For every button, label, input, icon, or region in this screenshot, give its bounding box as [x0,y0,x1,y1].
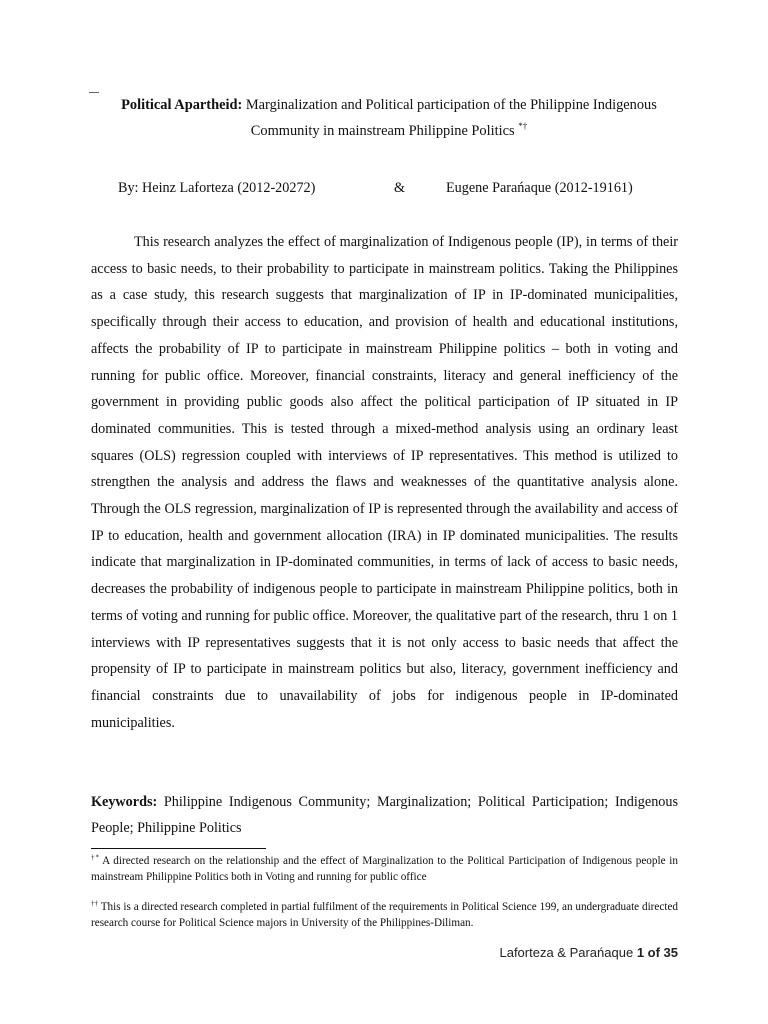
byline [118,178,633,198]
page-footer [499,944,678,962]
keywords-label: Keywords: [91,794,158,810]
footnote-2 [91,899,678,931]
keywords-paragraph [91,789,678,841]
paper-title [96,92,682,144]
byline-first-author: By: Heinz Laforteza (2012-20272) [118,180,316,196]
footnote-1 [91,853,678,885]
page-number: 1 of 35 [636,945,678,960]
keywords-text: Philippine Indigenous Community; Marginalization; Political Participation; Indigenous People; Philippine Politics [91,794,678,836]
footnote-separator [91,848,266,849]
footnote-1-mark: †* [91,853,99,862]
abstract-paragraph: This research analyzes the effect of marginalization of Indigenous people (IP), in terms of their access to basic needs, to their probability to participate in mainstream politics. Taking the Philippines as a case study, this research suggests that marginalization of IP in IP-dominated municipalities, specifically through their access to education, and provision of health and educational institutions, affects the probability of IP to participate in mainstream Philippine politics – both in voting and running for public office. Moreover, financial constraints, literacy and general inefficiency of the government in providing public goods also affect the political participation of IP situated in IP dominated communities. This is tested through a mixed-method analysis using an ordinary least squares (OLS) regression coupled with interviews of IP representatives. This method is utilized to strengthen the analysis and address the flaws and weaknesses of the quantitative analysis alone. Through the OLS regression, marginalization of IP is represented through the availability and access of IP to education, health and government allocation (IRA) in IP dominated municipalities. The results indicate that marginalization in IP-dominated communities, in terms of lack of access to basic needs, decreases the probability of indigenous people to participate in mainstream Philippine politics, both in terms of voting and running for public office. Moreover, the qualitative part of the research, thru 1 on 1 interviews with IP representatives suggests that it is not only access to basic needs that affect the propensity of IP to participate in mainstream politics but also, literacy, government inefficiency and financial constraints due to unavailability of jobs for indigenous people in IP-dominated municipalities. [91,234,678,731]
title-rest: Marginalization and Political participation of the Philippine Indigenous Community in mainstream Philippine Politics [242,97,657,139]
footer-authors: Laforteza & Parańaque [499,945,637,960]
footnote-1-text: A directed research on the relationship and the effect of Marginalization to the Political Participation of Indigenous people in mainstream Philippine Politics both in Voting and running for public office [91,855,679,883]
footnote-2-mark: †† [91,899,99,908]
footnote-2-text: This is a directed research completed in partial fulfilment of the requirements in Political Science 199, an undergraduate directed research course for Political Science majors in University of the Philippines-Diliman. [91,901,679,929]
title-footnote-marks: *† [518,121,528,132]
byline-ampersand: & [394,180,406,196]
title-bold: Political Apartheid: [121,97,243,113]
byline-second-author: Eugene Parańaque (2012-19161) [446,180,633,196]
